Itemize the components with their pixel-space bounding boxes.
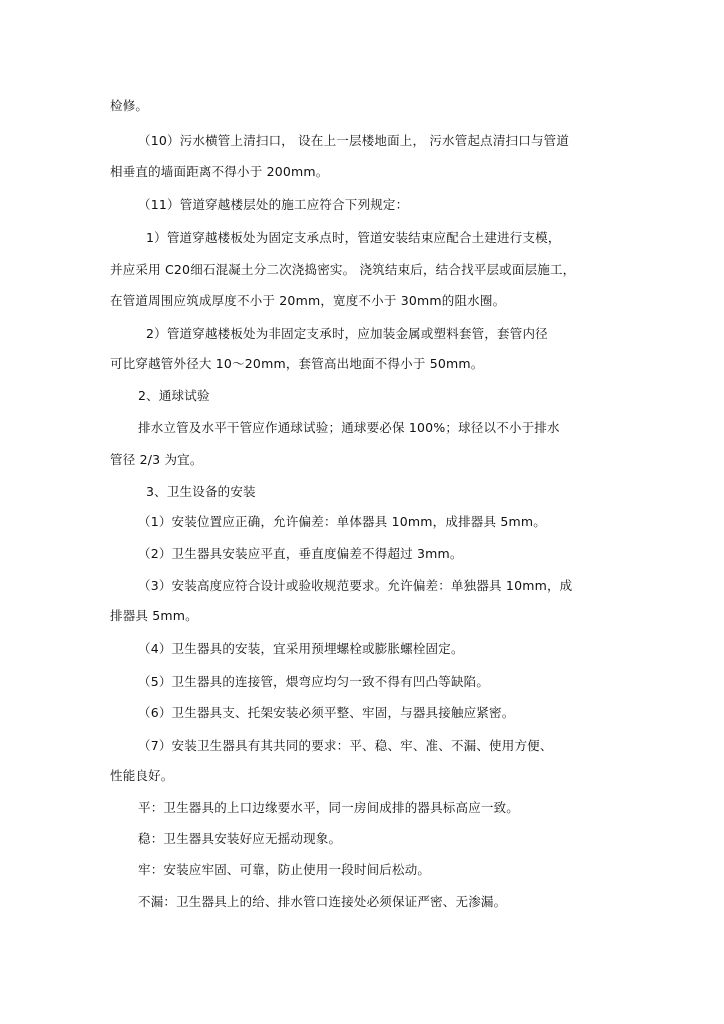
- text-line: （3）安装高度应符合设计或验收规范要求。允许偏差：单独器具 10mm，成: [138, 578, 573, 593]
- text-line: 不漏：卫生器具上的给、排水管口连接处必须保证严密、无渗漏。: [138, 894, 507, 909]
- text-line: 排器具 5mm。: [110, 608, 198, 623]
- text-line: 可比穿越管外径大 10～20mm，套管高出地面不得小于 50mm。: [110, 356, 484, 371]
- text-line: （7）安装卫生器具有其共同的要求：平、稳、牢、准、不漏、使用方便、: [138, 738, 553, 753]
- text-line: 在管道周围应筑成厚度不小于 20mm，宽度不小于 30mm的阻水圈。: [110, 293, 506, 308]
- text-line: 排水立管及水平干管应作通球试验；通球要必保 100%；球径以不小于排水: [138, 420, 560, 435]
- text-line: 2）管道穿越楼板处为非固定支承时，应加装金属或塑料套管，套管内径: [146, 326, 548, 341]
- text-line: （11）管道穿越楼层处的施工应符合下列规定：: [138, 197, 409, 212]
- text-line: （5）卫生器具的连接管，煨弯应均匀一致不得有凹凸等缺陷。: [138, 674, 490, 689]
- text-line: 稳：卫生器具安装好应无摇动现象。: [138, 831, 342, 846]
- text-line: （2）卫生器具安装应平直，垂直度偏差不得超过 3mm。: [138, 546, 463, 561]
- text-line: 相垂直的墙面距离不得小于 200mm。: [110, 164, 329, 179]
- text-line: 2、通球试验: [138, 388, 210, 403]
- text-line: 牢：安装应牢固、可靠，防止使用一段时间后松动。: [138, 862, 431, 877]
- text-line: 3、卫生设备的安装: [146, 484, 256, 499]
- text-line: 性能良好。: [110, 768, 174, 783]
- text-line: 1）管道穿越楼板处为固定支承点时，管道安装结束应配合土建进行支模，: [146, 230, 561, 245]
- text-line: （10）污水横管上清扫口， 设在上一层楼地面上， 污水管起点清扫口与管道: [138, 133, 570, 148]
- text-line: （4）卫生器具的安装，宜采用预埋螺栓或膨胀螺栓固定。: [138, 641, 464, 656]
- text-line: 检修。: [110, 98, 149, 113]
- text-line: 管径 2/3 为宜。: [110, 452, 203, 467]
- text-line: （6）卫生器具支、托架安装必须平整、牢固，与器具接触应紧密。: [138, 705, 515, 720]
- text-line: 平：卫生器具的上口边缘要水平，同一房间成排的器具标高应一致。: [138, 800, 520, 815]
- text-line: （1）安装位置应正确，允许偏差：单体器具 10mm，成排器具 5mm。: [138, 514, 546, 529]
- text-line: 并应采用 C20细石混凝土分二次浇捣密实。 浇筑结束后，结合找平层或面层施工，: [110, 262, 576, 277]
